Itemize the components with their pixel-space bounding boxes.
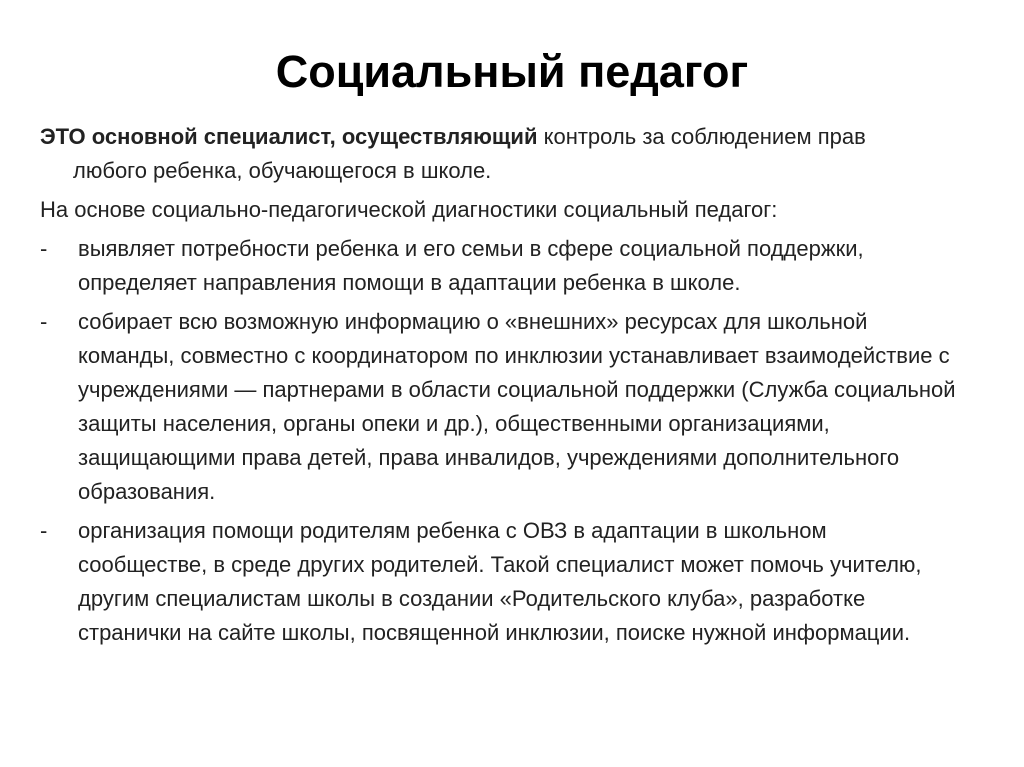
intro-paragraph [40, 120, 990, 188]
bullet-marker: - [40, 309, 48, 334]
bullet-text: выявляет потребности ребенка и его семьи в сфере социальной поддержки, определяет направления помощи в адаптации ребенка в школе. [78, 236, 864, 295]
intro-line-2: любого ребенка, обучающегося в школе. [73, 158, 492, 183]
bullet-marker: - [40, 518, 48, 543]
slide-content [40, 120, 990, 655]
bullet-marker: - [40, 236, 48, 261]
bullet-item [40, 232, 990, 300]
slide-title: Социальный педагог [275, 46, 749, 97]
bullet-text: собирает всю возможную информацию о «внешних» ресурсах для школьной команды, совместно с координатором по инклюзии устанавливает взаимодействие с учреждениями — партнерами в области социальной поддержки (Служба социальной защиты населения, органы опеки и др.), общественными организациями, защищающими права детей, права инвалидов, учреждениями дополнительного образования. [78, 309, 956, 504]
bullet-item [40, 305, 990, 509]
intro-bold-text: ЭТО основной специалист, осуществляющий [40, 124, 538, 149]
intro-line-1 [40, 120, 990, 154]
bullet-item [40, 514, 990, 650]
lead-paragraph: На основе социально-педагогической диагностики социальный педагог: [40, 197, 778, 222]
bullet-text: организация помощи родителям ребенка с ОВЗ в адаптации в школьном сообществе, в среде других родителей. Такой специалист может помочь учителю, другим специалистам школы в создании «Родительского клуба», разработке странички на сайте школы, посвященной инклюзии, поиске нужной информации. [78, 518, 922, 645]
intro-rest-text: контроль за соблюдением прав [537, 124, 866, 149]
